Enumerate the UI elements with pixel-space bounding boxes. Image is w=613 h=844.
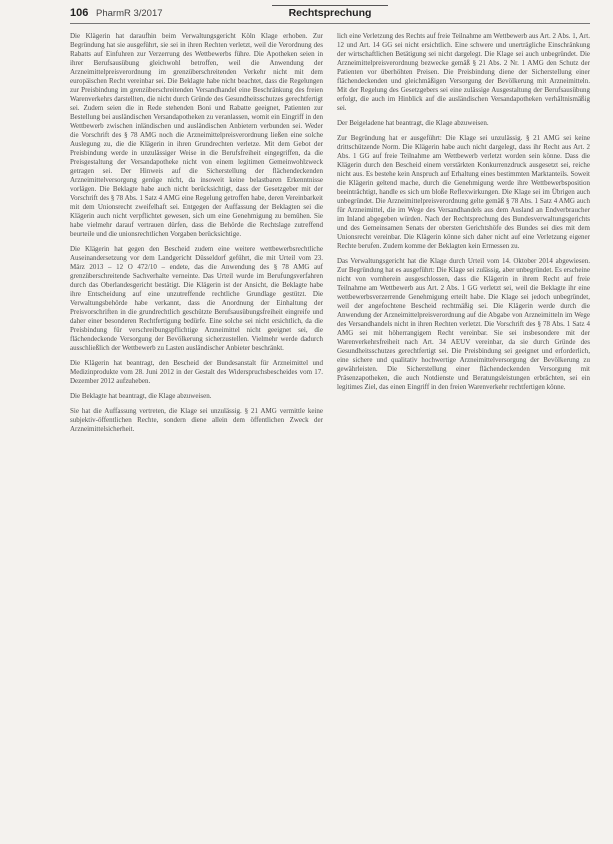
right-column [337, 32, 590, 832]
page-number: 106 [70, 7, 89, 19]
header-rule [70, 23, 590, 24]
left-column [70, 32, 323, 832]
paragraph: Das Verwaltungsgericht hat die Klage durch Urteil vom 14. Oktober 2014 abgewiesen. Zur Begründung hat es ausgeführt: Die Klage sei zulässig, aber unbegründet. Es erscheine nicht von vornherein ausgeschlossen, dass die Klägerin in ihrem Recht auf freie Teilnahme am Wettbewerb aus Art. 2 Abs. 1 GG verletzt sei, weil die Beklagte ihr eine wettbewerbsverzerrende Genehmigung erteilt habe. Die Klage sei jedoch unbegründet, weil der angefochtene Bescheid rechtmäßig sei. Die Klägerin werde durch die Anwendung der Arzneimittelpreisverordnung auf die Abgabe von Arzneimitteln im Wege des Versandhandels nicht in ihren Rechten verletzt. Die Vorschrift des § 78 Abs. 1 Satz 4 AMG sei mit höherrangigem Recht vereinbar. Sie sei insbesondere mit der Warenverkehrsfreiheit nach Art. 34 AEUV vereinbar, da sie durch Gründe des Gesundheitsschutzes gerechtfertigt sei. Die Preisbindung sei geeignet und erforderlich, eine sichere und qualitativ hochwertige Arzneimittelversorgung der Bevölkerung zu gewährleisten. Die Sicherstellung einer flächendeckenden Versorgung mit Präsenzapotheken, die auch Notdienste und Beratungsleistungen erbrächten, sei ein legitimes Ziel, das einen Eingriff in den freien Warenverkehr rechtfertigen könne. [337, 257, 590, 391]
paragraph: lich eine Verletzung des Rechts auf freie Teilnahme am Wettbewerb aus Art. 2 Abs. 1, Art. 12 und Art. 14 GG sei nicht ersichtlich. Eine schwere und unerträgliche Einschränkung der wirtschaftlichen Betätigung sei nicht dargelegt. Die Klage sei auch unbegründet. Die Arzneimittelpreisverordnung bezwecke gemäß § 21 Abs. 2 Nr. 1 AMG den Schutz der Patienten vor überhöhten Preisen. Die Preisbindung diene der Sicherstellung einer flächendeckenden und gleichmäßigen Versorgung der Bevölkerung mit Arzneimitteln. Mit der Regelung des Gesetzgebers sei eine zulässige Ausgestaltung der Berufsausübung erfolgt, die auch im Hinblick auf die ausländischen Versandapotheken verhältnismäßig sei. [337, 32, 590, 112]
page-header [70, 4, 590, 26]
journal-name: PharmR 3/2017 [96, 8, 163, 19]
paragraph: Sie hat die Auffassung vertreten, die Klage sei unzulässig. § 21 AMG vermittle keine subjektiv-öffentlichen Rechte, sondern diene allein dem öffentlichen Zweck der Arzneimittelsicherheit. [70, 407, 323, 433]
paragraph: Der Beigeladene hat beantragt, die Klage abzuweisen. [337, 119, 489, 127]
paragraph: Die Klägerin hat gegen den Bescheid zudem eine weitere wettbewerbsrechtliche Auseinandersetzung vor dem Landgericht Düsseldorf geführt, die mit Urteil vom 23. März 2013 – 12 O 472/10 – endete, das die Anwendung des § 78 AMG auf grenzüberschreitende Sachverhalte verneinte. Das Urteil wurde im Berufungsverfahren durch das Oberlandesgericht bestätigt. Die Klägerin ist der Ansicht, die Beklagte habe ihre Entscheidung auf eine unzutreffende rechtliche Grundlage gestützt. Die Verwaltungsbehörde habe verkannt, dass die Anordnung der Einhaltung der Preisvorschriften in die grundrechtlich geschützte Berufsausübungsfreiheit eingreife und daher einer besonderen Rechtfertigung bedürfe. Eine solche sei nicht ersichtlich, da die Preisbindung für verschreibungspflichtige Arzneimittel nicht geeignet sei, die flächendeckende Versorgung der Bevölkerung sicherzustellen. Vielmehr werde dadurch ausschließlich der Wettbewerb zu Lasten ausländischer Anbieter beschränkt. [70, 245, 323, 352]
section-title: Rechtsprechung [272, 5, 388, 21]
paragraph: Die Beklagte hat beantragt, die Klage abzuweisen. [70, 392, 212, 400]
paragraph: Die Klägerin hat daraufhin beim Verwaltungsgericht Köln Klage erhoben. Zur Begründung hat sie ausgeführt, sie sei in ihren Rechten verletzt, weil die Verordnung des Rabatts auf Einfuhren zur Verzerrung des Wettbewerbs führe. Die Apotheken seien in ihrer Berufsausübung gleichwohl betroffen, weil die Anwendung der Arzneimittelpreisverordnung im grenzüberschreitenden Verkehr nicht mit dem europäischen Recht vereinbar sei. Die Beklagte habe nicht beachtet, dass die Regelungen zur Preisbindung im grenzüberschreitenden Versandhandel eine Beschränkung des freien Warenverkehrs darstellten, die nicht durch Gründe des Gesundheitsschutzes gerechtfertigt sei. Zudem seien die in Rede stehenden Boni und Rabatte geeignet, Patienten zur Bestellung bei ausländischen Versandapotheken zu veranlassen, womit ein Eingriff in den Wettbewerb zwischen inländischen und ausländischen Anbietern verbunden sei. Weder die Vorschrift des § 78 AMG noch die Arzneimittelpreisverordnung ließen eine solche Auslegung zu, die die Klägerin in ihren Grundrechten verletze. Mit dem Gebot der Preisbindung werde in unzulässiger Weise in die Berufsfreiheit eingegriffen, da die Preisgestaltung der Versandapotheke nicht von einem legitimen Gemeinwohlzweck getragen sei. Der Hinweis auf die Sicherstellung der flächendeckenden Arzneimittelversorgung genüge nicht, da insoweit keine belastbaren Erkenntnisse vorlägen. Die Beklagte habe auch nicht berücksichtigt, dass der Gesetzgeber mit der Vorschrift des § 78 Abs. 1 Satz 4 AMG eine Regelung getroffen habe, deren Vereinbarkeit mit dem Unionsrecht zweifelhaft sei. Entgegen der Auffassung der Beklagten sei die Klägerin auch nicht verpflichtet gewesen, sich um eine Genehmigung zu bemühen. Sie habe vielmehr darauf vertrauen dürfen, dass die Behörde die Rechtslage zutreffend beurteile und die unionsrechtlichen Vorgaben berücksichtige. [70, 32, 323, 238]
paragraph: Zur Begründung hat er ausgeführt: Die Klage sei unzulässig. § 21 AMG sei keine drittschützende Norm. Die Klägerin habe auch nicht dargelegt, dass ihr Recht aus Art. 2 Abs. 1 GG auf freie Teilnahme am Wettbewerb verletzt worden sein könne. Dass die Klägerin durch den Bescheid einem verstärkten Konkurrenzdruck ausgesetzt sei, reiche nicht aus. Es bestehe kein Anspruch auf Erhaltung eines bestimmten Marktanteils. Soweit die Klägerin geltend mache, durch die Genehmigung werde ihre Wettbewerbsposition beeinträchtigt, handle es sich um bloße Reflexwirkungen. Die Klage sei im Übrigen auch unbegründet. Die Arzneimittelpreisverordnung gelte gemäß § 78 Abs. 1 Satz 4 AMG auch für Arzneimittel, die im Wege des Versandhandels aus dem Ausland an Endverbraucher im Inland abgegeben würden. Nach der Rechtsprechung des Bundesverwaltungsgerichts und des Gemeinsamen Senats der obersten Gerichtshöfe des Bundes sei dies mit dem Unionsrecht vereinbar. Die Klägerin könne sich daher nicht auf eine Verletzung eigener Rechte berufen. Zudem komme der Beklagten kein Ermessen zu. [337, 134, 590, 250]
paragraph: Die Klägerin hat beantragt, den Bescheid der Bundesanstalt für Arzneimittel und Medizinprodukte vom 28. Juni 2012 in der Gestalt des Widerspruchsbescheides vom 17. Dezember 2012 aufzuheben. [70, 359, 323, 385]
